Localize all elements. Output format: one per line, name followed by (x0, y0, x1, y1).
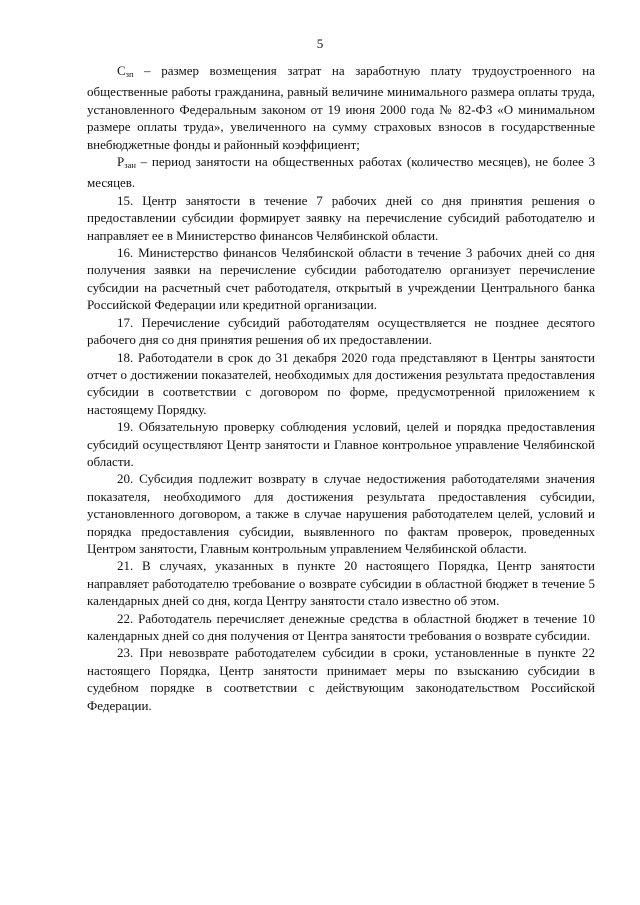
definition-subscript: зп (125, 69, 134, 79)
paragraph-21: 21. В случаях, указанных в пункте 20 настоящего Порядка, Центр занятости направляет работодателю требование о возврате субсидии в областной бюджет в течение 5 календарных дней со дня, когда Центру занятости стало известно об этом. (87, 558, 595, 609)
definition-symbol: Р (117, 154, 125, 170)
definition-szp (87, 62, 595, 153)
definition-text: – период занятости на общественных работах (количество месяцев), не более 3 месяцев. (87, 154, 595, 191)
definition-rzan (87, 153, 595, 192)
paragraph-19: 19. Обязательную проверку соблюдения условий, целей и порядка предоставления субсидий осуществляют Центр занятости и Главное контрольное управление Челябинской области. (87, 419, 595, 469)
paragraph-15: 15. Центр занятости в течение 7 рабочих дней со дня принятия решения о предоставлении субсидии формирует заявку на перечисление субсидий работодателю и направляет ее в Министерство финансов Челябинской области. (87, 192, 595, 243)
paragraph-18: 18. Работодатели в срок до 31 декабря 2020 года представляют в Центры занятости отчет о достижении показателей, необходимых для достижения результата предоставления субсидии в соответствии с договором по форме, предусмотренной приложением к настоящему Порядку. (87, 349, 595, 417)
definition-text: – размер возмещения затрат на заработную плату трудоустроенного на общественные работы гражданина, равный величине минимального размера оплаты труда, установленного Федеральным законом от 19 июня 2000 года № 82-ФЗ «О минимальном размере оплаты труда», увеличенного на сумму страховых взносов в государственные внебюджетные фонды и районный коэффициент; (87, 63, 595, 152)
document-body (87, 62, 595, 714)
paragraph-17: 17. Перечисление субсидий работодателям осуществляется не позднее десятого рабочего дня со дня принятия решения об их предоставлении. (87, 314, 595, 348)
paragraph-22: 22. Работодатель перечисляет денежные средства в областной бюджет в течение 10 календарных дней со дня получения от Центра занятости требования о возврате субсидии. (87, 610, 595, 643)
page-number: 5 (316, 36, 324, 51)
paragraph-16: 16. Министерство финансов Челябинской области в течение 3 рабочих дней со дня получения заявки на перечисление субсидии работодателю организует перечисление субсидии на расчетный счет работодателя, открытый в учреждении Центрального банка Российской Федерации или кредитной организации. (87, 245, 595, 313)
definition-subscript: зан (124, 160, 136, 171)
definition-symbol: С (117, 63, 126, 78)
paragraph-20: 20. Субсидия подлежит возврату в случае недостижения работодателями значения показателя, необходимого для достижения результата предоставления субсидии, установленного договором, а также в случае нарушения работодателем целей, условий и порядка предоставления субсидии, выявленного по фактам проверок, проведенных Центром занятости, Главным контрольным управлением Челябинской области. (87, 471, 595, 556)
paragraph-23: 23. При невозврате работодателем субсидии в сроки, установленные в пункте 22 настоящего Порядка, Центр занятости принимает меры по взысканию субсидии в судебном порядке в соответствии с действующим законодательством Российской Федерации. (87, 645, 595, 713)
